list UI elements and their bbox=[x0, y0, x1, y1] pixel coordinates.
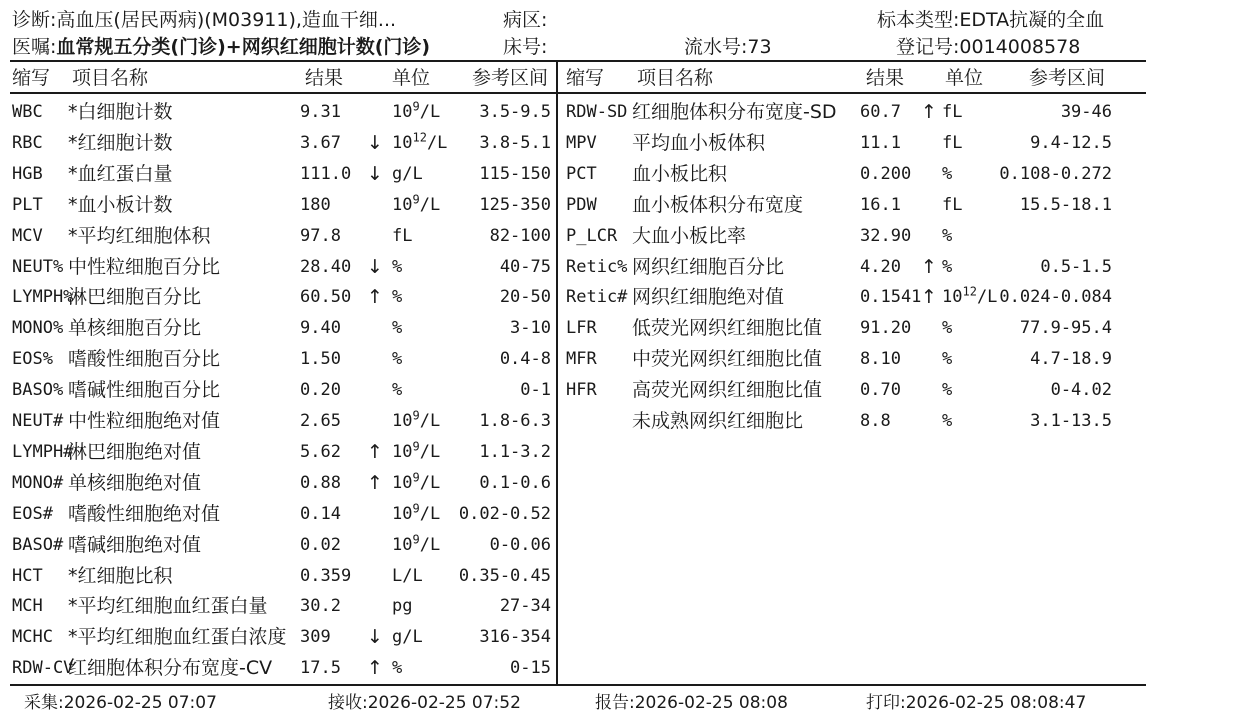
item-reference-range: 3.8-5.1 bbox=[479, 132, 551, 153]
item-flag: ↑ bbox=[367, 657, 383, 680]
item-result: 17.5 bbox=[300, 658, 341, 679]
item-unit bbox=[392, 561, 423, 592]
item-name: 血小板比积 bbox=[632, 162, 728, 185]
collect-time: 采集:2026-02-25 07:07 bbox=[24, 693, 217, 713]
item-result: 2.65 bbox=[300, 411, 341, 431]
item-abbr: Retic# bbox=[566, 287, 628, 308]
unit-base: % bbox=[392, 658, 403, 679]
item-name: 淋巴细胞绝对值 bbox=[68, 440, 202, 463]
item-unit bbox=[942, 97, 962, 128]
item-name: 单核细胞绝对值 bbox=[68, 471, 202, 494]
unit-base: % bbox=[942, 225, 953, 246]
unit-tail: /L bbox=[419, 441, 441, 462]
item-name: 低荧光网织红细胞比值 bbox=[632, 317, 823, 340]
item-abbr: PDW bbox=[566, 194, 597, 215]
item-reference-range: 9.4-12.5 bbox=[1030, 132, 1112, 153]
unit-tail: /L bbox=[419, 472, 441, 493]
item-result: 111.0 bbox=[300, 163, 352, 184]
col-name-right: 项目名称 bbox=[637, 67, 714, 89]
item-result: 28.40 bbox=[300, 256, 352, 277]
unit-base: 10 bbox=[392, 534, 413, 555]
unit-exponent: 12 bbox=[412, 130, 427, 145]
receive-time: 接收:2026-02-25 07:52 bbox=[328, 693, 521, 713]
item-abbr: P_LCR bbox=[566, 225, 618, 246]
item-result: 0.20 bbox=[300, 380, 341, 401]
item-abbr: EOS% bbox=[12, 349, 53, 370]
item-reference-range: 125-350 bbox=[479, 194, 551, 215]
item-unit bbox=[942, 190, 962, 221]
item-reference-range: 0-4.02 bbox=[1050, 380, 1112, 401]
item-reference-range: 115-150 bbox=[479, 163, 551, 184]
unit-tail: /L bbox=[419, 102, 441, 122]
item-abbr: MCHC bbox=[12, 627, 53, 648]
table-row bbox=[0, 221, 1260, 252]
col-result-left: 结果 bbox=[305, 67, 344, 89]
item-unit bbox=[942, 282, 997, 313]
item-abbr: WBC bbox=[12, 102, 43, 122]
item-result: 0.200 bbox=[860, 163, 912, 184]
col-abbr-right: 缩写 bbox=[566, 67, 605, 89]
item-abbr: MCV bbox=[12, 225, 43, 246]
item-abbr: HGB bbox=[12, 163, 43, 184]
unit-base: fL bbox=[942, 194, 963, 215]
item-flag: ↑ bbox=[921, 255, 937, 278]
unit-base: fL bbox=[942, 102, 963, 122]
item-result: 309 bbox=[300, 627, 331, 648]
item-abbr: MONO% bbox=[12, 318, 64, 339]
table-row bbox=[0, 344, 1260, 375]
item-reference-range: 1.8-6.3 bbox=[479, 411, 551, 431]
item-unit bbox=[942, 406, 952, 437]
table-row bbox=[0, 622, 1260, 653]
unit-exponent: 9 bbox=[412, 408, 420, 423]
unit-base: g/L bbox=[392, 627, 423, 648]
serial-value: 73 bbox=[747, 36, 772, 58]
specimen-value: EDTA抗凝的全血 bbox=[959, 9, 1105, 31]
unit-tail: /L bbox=[419, 534, 441, 555]
item-name: 淋巴细胞百分比 bbox=[68, 286, 202, 309]
item-flag: ↑ bbox=[367, 440, 383, 463]
item-reference-range: 4.7-18.9 bbox=[1030, 349, 1112, 370]
unit-base: % bbox=[392, 349, 403, 370]
item-unit bbox=[942, 128, 962, 159]
table-row bbox=[0, 97, 1260, 128]
item-unit bbox=[392, 530, 440, 561]
unit-base: % bbox=[942, 163, 953, 184]
unit-base: 10 bbox=[392, 472, 413, 493]
item-name: *血小板计数 bbox=[68, 193, 173, 216]
item-flag: ↓ bbox=[367, 131, 383, 154]
item-unit bbox=[392, 653, 402, 684]
unit-base: 10 bbox=[392, 194, 413, 215]
item-reference-range: 77.9-95.4 bbox=[1019, 318, 1112, 339]
unit-exponent: 9 bbox=[412, 531, 420, 546]
item-unit bbox=[942, 313, 952, 344]
item-unit bbox=[392, 622, 423, 653]
unit-base: 10 bbox=[392, 102, 413, 122]
item-name: 红细胞体积分布宽度-CV bbox=[68, 657, 273, 680]
unit-base: % bbox=[942, 318, 953, 339]
unit-base: % bbox=[942, 349, 953, 370]
item-result: 8.10 bbox=[860, 349, 901, 370]
table-bottom-rule bbox=[10, 684, 1146, 686]
item-name: 高荧光网织红细胞比值 bbox=[632, 379, 823, 402]
item-name: 嗜碱性细胞百分比 bbox=[68, 379, 221, 402]
item-result: 11.1 bbox=[860, 132, 901, 153]
item-reference-range: 3.5-9.5 bbox=[479, 102, 551, 122]
unit-base: 10 bbox=[942, 287, 963, 308]
unit-base: pg bbox=[392, 596, 413, 617]
item-reference-range: 0-0.06 bbox=[489, 534, 551, 555]
item-name: 嗜碱细胞绝对值 bbox=[68, 533, 202, 556]
item-abbr: EOS# bbox=[12, 503, 53, 524]
unit-tail: /L bbox=[426, 132, 448, 153]
item-reference-range: 20-50 bbox=[499, 287, 551, 308]
item-unit bbox=[392, 499, 440, 530]
item-reference-range: 3.1-13.5 bbox=[1030, 411, 1112, 431]
item-unit bbox=[392, 468, 440, 499]
item-unit bbox=[942, 344, 952, 375]
unit-exponent: 9 bbox=[412, 501, 420, 516]
unit-base: % bbox=[392, 318, 403, 339]
table-row bbox=[0, 159, 1260, 190]
unit-exponent: 9 bbox=[412, 439, 420, 454]
item-abbr: NEUT# bbox=[12, 411, 64, 431]
serial-label: 流水号: bbox=[684, 36, 748, 58]
item-result: 0.14 bbox=[300, 503, 341, 524]
reg-value: 0014008578 bbox=[959, 36, 1081, 58]
item-name: 嗜酸性细胞绝对值 bbox=[68, 502, 221, 525]
item-abbr: NEUT% bbox=[12, 256, 64, 277]
unit-exponent: 9 bbox=[412, 470, 420, 485]
item-name: *平均红细胞血红蛋白量 bbox=[68, 595, 268, 618]
item-flag: ↑ bbox=[921, 286, 937, 309]
item-abbr: Retic% bbox=[566, 256, 628, 277]
item-flag: ↑ bbox=[367, 471, 383, 494]
item-name: *白细胞计数 bbox=[68, 101, 173, 123]
item-reference-range: 15.5-18.1 bbox=[1019, 194, 1112, 215]
item-flag: ↓ bbox=[367, 255, 383, 278]
item-reference-range: 0.02-0.52 bbox=[458, 503, 551, 524]
item-unit bbox=[942, 159, 952, 190]
item-result: 30.2 bbox=[300, 596, 341, 617]
col-unit-left: 单位 bbox=[392, 67, 431, 89]
unit-tail: /L bbox=[976, 287, 998, 308]
table-row bbox=[0, 406, 1260, 437]
item-name: 平均血小板体积 bbox=[632, 131, 766, 154]
table-row bbox=[0, 437, 1260, 468]
print-time: 打印:2026-02-25 08:08:47 bbox=[866, 693, 1087, 713]
item-unit bbox=[942, 221, 952, 252]
item-name: *平均红细胞体积 bbox=[68, 224, 211, 247]
item-abbr: LYMPH# bbox=[12, 441, 74, 462]
item-result: 60.7 bbox=[860, 102, 901, 122]
item-abbr: MFR bbox=[566, 349, 597, 370]
unit-base: 10 bbox=[392, 441, 413, 462]
unit-base: % bbox=[942, 411, 953, 431]
item-result: 9.31 bbox=[300, 102, 341, 122]
diagnosis bbox=[12, 5, 396, 32]
item-reference-range: 316-354 bbox=[479, 627, 551, 648]
item-reference-range: 0.1-0.6 bbox=[479, 472, 551, 493]
specimen-type bbox=[877, 5, 1104, 32]
table-row bbox=[0, 530, 1260, 561]
unit-base: 10 bbox=[392, 411, 413, 431]
item-reference-range: 0.4-8 bbox=[499, 349, 551, 370]
item-abbr: PLT bbox=[12, 194, 43, 215]
diagnosis-value: 高血压(居民两病)(M03911),造血干细... bbox=[56, 9, 397, 31]
item-abbr: BASO# bbox=[12, 534, 64, 555]
col-unit-right: 单位 bbox=[945, 67, 984, 89]
item-result: 4.20 bbox=[860, 256, 901, 277]
item-name: 红细胞体积分布宽度-SD bbox=[632, 101, 837, 123]
item-abbr: MCH bbox=[12, 596, 43, 617]
item-name: *红细胞计数 bbox=[68, 131, 173, 154]
table-row bbox=[0, 128, 1260, 159]
item-abbr: LYMPH% bbox=[12, 287, 74, 308]
item-result: 9.40 bbox=[300, 318, 341, 339]
table-row bbox=[0, 499, 1260, 530]
item-result: 0.70 bbox=[860, 380, 901, 401]
item-name: 未成熟网织红细胞比 bbox=[632, 410, 804, 432]
col-result-right: 结果 bbox=[866, 67, 905, 89]
item-name: 网织红细胞绝对值 bbox=[632, 286, 785, 309]
unit-tail: /L bbox=[419, 194, 441, 215]
item-name: 中荧光网织红细胞比值 bbox=[632, 348, 823, 371]
unit-base: 10 bbox=[392, 503, 413, 524]
specimen-label: 标本类型: bbox=[877, 9, 960, 31]
table-row bbox=[0, 313, 1260, 344]
header-bottom-rule bbox=[10, 92, 1146, 94]
item-reference-range: 0.024-0.084 bbox=[999, 287, 1112, 308]
item-name: *血红蛋白量 bbox=[68, 162, 173, 185]
item-unit bbox=[392, 437, 440, 468]
unit-exponent: 9 bbox=[412, 192, 420, 207]
item-name: 中性粒细胞绝对值 bbox=[68, 410, 221, 432]
item-result: 8.8 bbox=[860, 411, 891, 431]
item-name: 大血小板比率 bbox=[632, 224, 747, 247]
item-flag: ↑ bbox=[921, 101, 937, 123]
item-result: 60.50 bbox=[300, 287, 352, 308]
item-abbr: PCT bbox=[566, 163, 597, 184]
col-abbr-left: 缩写 bbox=[12, 67, 51, 89]
item-flag: ↑ bbox=[367, 286, 383, 309]
bed-label: 床号: bbox=[503, 36, 548, 58]
item-reference-range: 1.1-3.2 bbox=[479, 441, 551, 462]
item-result: 180 bbox=[300, 194, 331, 215]
col-ref-left: 参考区间 bbox=[472, 67, 549, 89]
item-reference-range: 3-10 bbox=[510, 318, 551, 339]
item-abbr: HCT bbox=[12, 565, 43, 586]
item-result: 0.1541 bbox=[860, 287, 922, 308]
item-reference-range: 0.108-0.272 bbox=[999, 163, 1112, 184]
item-result: 91.20 bbox=[860, 318, 912, 339]
item-result: 0.02 bbox=[300, 534, 341, 555]
item-abbr: RBC bbox=[12, 132, 43, 153]
unit-base: % bbox=[392, 287, 403, 308]
item-result: 97.8 bbox=[300, 225, 341, 246]
item-name: 单核细胞百分比 bbox=[68, 317, 202, 340]
item-result: 0.359 bbox=[300, 565, 352, 586]
table-row bbox=[0, 190, 1260, 221]
item-abbr: BASO% bbox=[12, 380, 64, 401]
serial-number bbox=[684, 32, 772, 59]
item-reference-range: 40-75 bbox=[499, 256, 551, 277]
item-reference-range: 0-15 bbox=[510, 658, 551, 679]
item-name: 网织红细胞百分比 bbox=[632, 255, 785, 278]
table-row bbox=[0, 591, 1260, 622]
item-reference-range: 82-100 bbox=[489, 225, 551, 246]
unit-tail: /L bbox=[419, 411, 441, 431]
item-abbr: RDW-SD bbox=[566, 102, 628, 122]
item-result: 0.88 bbox=[300, 472, 341, 493]
unit-base: % bbox=[392, 380, 403, 401]
table-row bbox=[0, 375, 1260, 406]
table-row bbox=[0, 653, 1260, 684]
item-name: 中性粒细胞百分比 bbox=[68, 255, 221, 278]
unit-base: g/L bbox=[392, 163, 423, 184]
unit-base: fL bbox=[942, 132, 963, 153]
item-abbr: MPV bbox=[566, 132, 597, 153]
item-unit bbox=[942, 375, 952, 406]
item-result: 1.50 bbox=[300, 349, 341, 370]
table-row bbox=[0, 282, 1260, 313]
item-result: 5.62 bbox=[300, 441, 341, 462]
unit-base: L/L bbox=[392, 565, 423, 586]
reg-label: 登记号: bbox=[896, 36, 960, 58]
item-reference-range: 27-34 bbox=[499, 596, 551, 617]
item-name: 嗜酸性细胞百分比 bbox=[68, 348, 221, 371]
item-abbr: LFR bbox=[566, 318, 597, 339]
registration-number bbox=[896, 32, 1080, 59]
unit-base: % bbox=[942, 256, 953, 277]
item-name: *平均红细胞血红蛋白浓度 bbox=[68, 626, 287, 649]
report-time: 报告:2026-02-25 08:08 bbox=[595, 693, 788, 713]
unit-base: % bbox=[942, 380, 953, 401]
item-abbr: RDW-CV bbox=[12, 658, 74, 679]
ward-label: 病区: bbox=[503, 9, 548, 31]
item-flag: ↓ bbox=[367, 162, 383, 185]
item-reference-range: 0.5-1.5 bbox=[1040, 256, 1112, 277]
item-reference-range: 0-1 bbox=[520, 380, 551, 401]
unit-exponent: 12 bbox=[962, 284, 977, 299]
col-ref-right: 参考区间 bbox=[1029, 67, 1106, 89]
item-unit bbox=[392, 591, 412, 622]
item-abbr: MONO# bbox=[12, 472, 64, 493]
item-name: *红细胞比积 bbox=[68, 564, 173, 587]
table-row bbox=[0, 252, 1260, 283]
item-flag: ↓ bbox=[367, 626, 383, 649]
item-result: 3.67 bbox=[300, 132, 341, 153]
order-label: 医嘱: bbox=[12, 36, 57, 58]
item-result: 32.90 bbox=[860, 225, 912, 246]
item-reference-range: 0.35-0.45 bbox=[458, 565, 551, 586]
diagnosis-label: 诊断: bbox=[12, 9, 57, 31]
item-result: 16.1 bbox=[860, 194, 901, 215]
item-reference-range: 39-46 bbox=[1060, 102, 1112, 122]
unit-base: % bbox=[392, 256, 403, 277]
order-value: 血常规五分类(门诊)+网织红细胞计数(门诊) bbox=[56, 36, 431, 58]
unit-base: 10 bbox=[392, 132, 413, 153]
unit-exponent: 9 bbox=[412, 99, 420, 114]
table-row bbox=[0, 561, 1260, 592]
table-row bbox=[0, 468, 1260, 499]
item-abbr: HFR bbox=[566, 380, 597, 401]
order bbox=[12, 32, 430, 59]
item-name: 血小板体积分布宽度 bbox=[632, 193, 804, 216]
unit-base: fL bbox=[392, 225, 413, 246]
unit-tail: /L bbox=[419, 503, 441, 524]
col-name-left: 项目名称 bbox=[72, 67, 149, 89]
header-top-rule bbox=[10, 60, 1146, 62]
item-unit bbox=[942, 252, 952, 283]
